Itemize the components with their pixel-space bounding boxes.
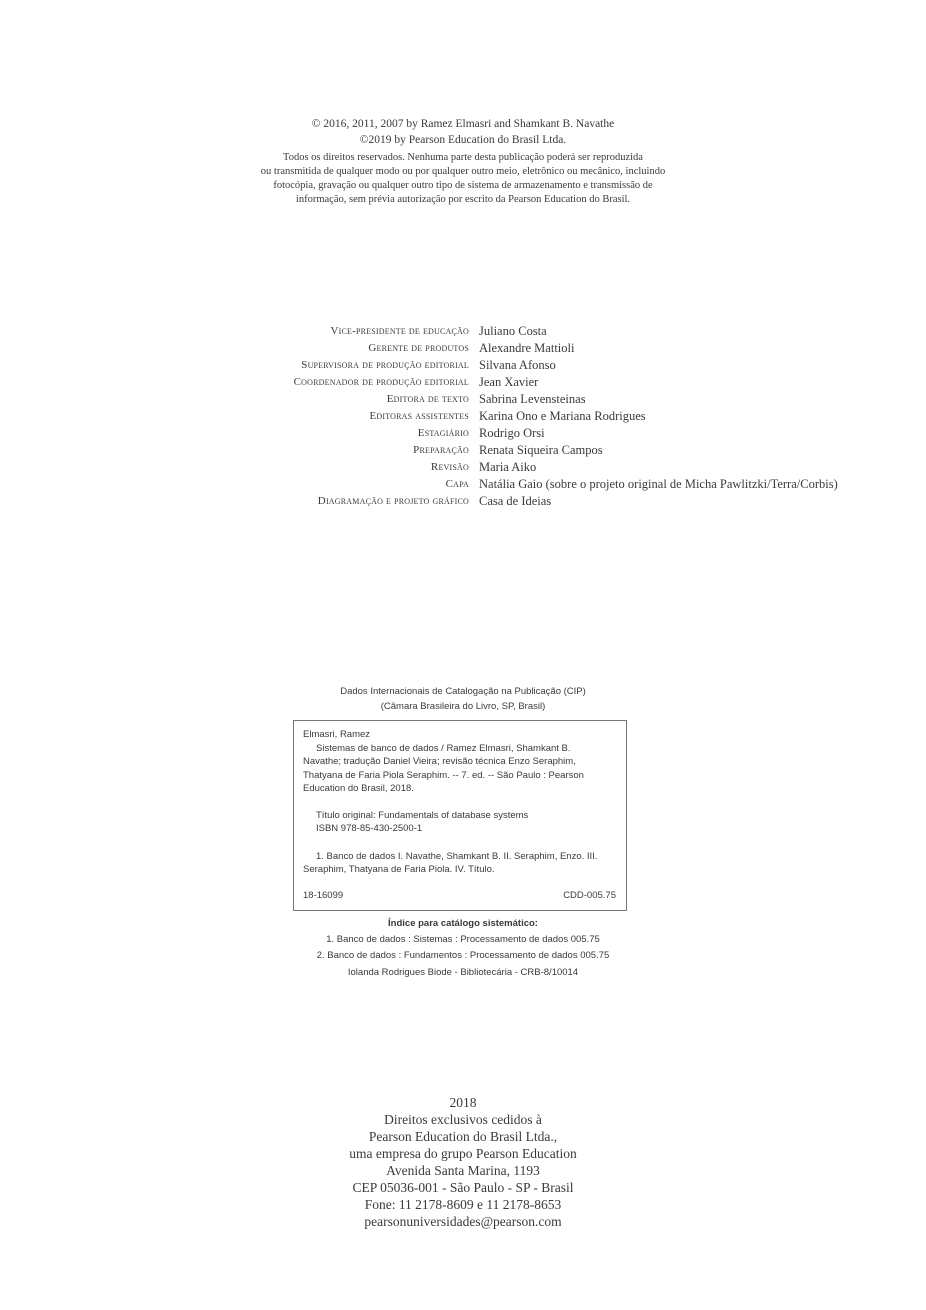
credit-row bbox=[0, 425, 926, 442]
cip-heading bbox=[0, 684, 926, 714]
rights-line: informação, sem prévia autorização por escrito da Pearson Education do Brasil. bbox=[295, 194, 631, 205]
publisher-line: Pearson Education do Brasil Ltda., bbox=[368, 1129, 558, 1144]
credit-row bbox=[0, 442, 926, 459]
credit-role: Gerente de produtos bbox=[368, 342, 469, 354]
publisher-line: CEP 05036-001 - São Paulo - SP - Brasil bbox=[352, 1180, 574, 1195]
credit-name: Natália Gaio (sobre o projeto original de Micha Pawlitzki/Terra/Corbis) bbox=[479, 477, 838, 491]
copyright-line: ©2019 by Pearson Education do Brasil Ltda. bbox=[359, 134, 567, 146]
publisher-line: Direitos exclusivos cedidos à bbox=[384, 1112, 542, 1127]
index-item: 1. Banco de dados : Sistemas : Processamento de dados 005.75 bbox=[326, 934, 600, 945]
rights-notice bbox=[0, 151, 926, 207]
credit-row bbox=[0, 493, 926, 510]
rights-line: fotocópia, gravação ou qualquer outro tipo de sistema de armazenamento e transmissão de bbox=[273, 180, 653, 191]
credit-role: Diagramação e projeto gráfico bbox=[317, 495, 469, 507]
credit-name: Maria Aiko bbox=[479, 460, 537, 474]
credit-role: Editora de texto bbox=[386, 393, 469, 405]
cip-original-title: Título original: Fundamentals of database systems bbox=[316, 810, 529, 821]
credit-name: Jean Xavier bbox=[479, 375, 539, 389]
cip-description-line: Thatyana de Faria Piola Seraphim. -- 7. ed. -- São Paulo : Pearson bbox=[303, 770, 584, 781]
credit-role: Capa bbox=[445, 478, 469, 490]
credit-row bbox=[0, 408, 926, 425]
credit-name: Alexandre Mattioli bbox=[479, 341, 575, 355]
copyright-notice bbox=[0, 116, 926, 148]
credit-row bbox=[0, 340, 926, 357]
credit-role: Supervisora de produção editorial bbox=[301, 359, 469, 371]
credit-role: Vice-presidente de educação bbox=[330, 325, 469, 337]
copyright-line: © 2016, 2011, 2007 by Ramez Elmasri and Shamkant B. Navathe bbox=[311, 118, 615, 130]
rights-line: Todos os direitos reservados. Nenhuma parte desta publicação poderá ser reproduzida bbox=[283, 152, 643, 163]
index-item: 2. Banco de dados : Fundamentos : Processamento de dados 005.75 bbox=[316, 950, 610, 961]
cip-catalog-card bbox=[293, 720, 627, 911]
publisher-info bbox=[0, 1094, 926, 1230]
cip-number: 18-16099 bbox=[303, 890, 344, 901]
credit-row bbox=[0, 323, 926, 340]
cip-description-line: Education do Brasil, 2018. bbox=[303, 783, 414, 794]
credit-role: Coordenador de produção editorial bbox=[293, 376, 469, 388]
index-title: Índice para catálogo sistemático: bbox=[388, 918, 538, 929]
publisher-line: 2018 bbox=[449, 1095, 477, 1110]
cip-isbn: ISBN 978-85-430-2500-1 bbox=[316, 823, 423, 834]
cip-description-line: Sistemas de banco de dados / Ramez Elmasri, Shamkant B. bbox=[316, 743, 571, 754]
cip-subject-line: Seraphim, Thatyana de Faria Piola. IV. Título. bbox=[303, 864, 495, 875]
publisher-line: Avenida Santa Marina, 1193 bbox=[386, 1163, 540, 1178]
publisher-line: uma empresa do grupo Pearson Education bbox=[349, 1146, 577, 1161]
cip-subject-line: 1. Banco de dados I. Navathe, Shamkant B. II. Seraphim, Enzo. III. bbox=[316, 851, 598, 862]
credit-name: Renata Siqueira Campos bbox=[479, 443, 603, 457]
rights-line: ou transmitida de qualquer modo ou por qualquer outro meio, eletrônico ou mecânico, incluindo bbox=[260, 166, 666, 177]
credit-role: Estagiário bbox=[417, 427, 469, 439]
credit-name: Juliano Costa bbox=[479, 324, 547, 338]
librarian-credit: Iolanda Rodrigues Biode - Bibliotecária - CRB-8/10014 bbox=[347, 967, 579, 978]
publisher-email: pearsonuniversidades@pearson.com bbox=[364, 1214, 562, 1229]
credit-role: Revisão bbox=[430, 461, 469, 473]
credit-name: Casa de Ideias bbox=[479, 494, 552, 508]
cip-subtitle: (Câmara Brasileira do Livro, SP, Brasil) bbox=[380, 701, 546, 712]
credit-name: Karina Ono e Mariana Rodrigues bbox=[479, 409, 646, 423]
credit-role: Preparação bbox=[413, 444, 469, 456]
cip-title: Dados Internacionais de Catalogação na Publicação (CIP) bbox=[340, 686, 586, 697]
credit-row bbox=[0, 391, 926, 408]
credit-row bbox=[0, 459, 926, 476]
cip-cdd: CDD-005.75 bbox=[563, 890, 616, 901]
credit-name: Sabrina Levensteinas bbox=[479, 392, 586, 406]
credit-role: Editoras assistentes bbox=[369, 410, 469, 422]
credit-name: Silvana Afonso bbox=[479, 358, 556, 372]
publisher-line: Fone: 11 2178-8609 e 11 2178-8653 bbox=[364, 1197, 562, 1212]
cip-description-line: Navathe; tradução Daniel Vieira; revisão técnica Enzo Seraphim, bbox=[303, 756, 576, 767]
credit-row bbox=[0, 357, 926, 374]
credit-row bbox=[0, 476, 926, 493]
cip-author: Elmasri, Ramez bbox=[303, 729, 371, 740]
credit-row bbox=[0, 374, 926, 391]
index-list bbox=[0, 932, 926, 964]
credit-name: Rodrigo Orsi bbox=[479, 426, 545, 440]
